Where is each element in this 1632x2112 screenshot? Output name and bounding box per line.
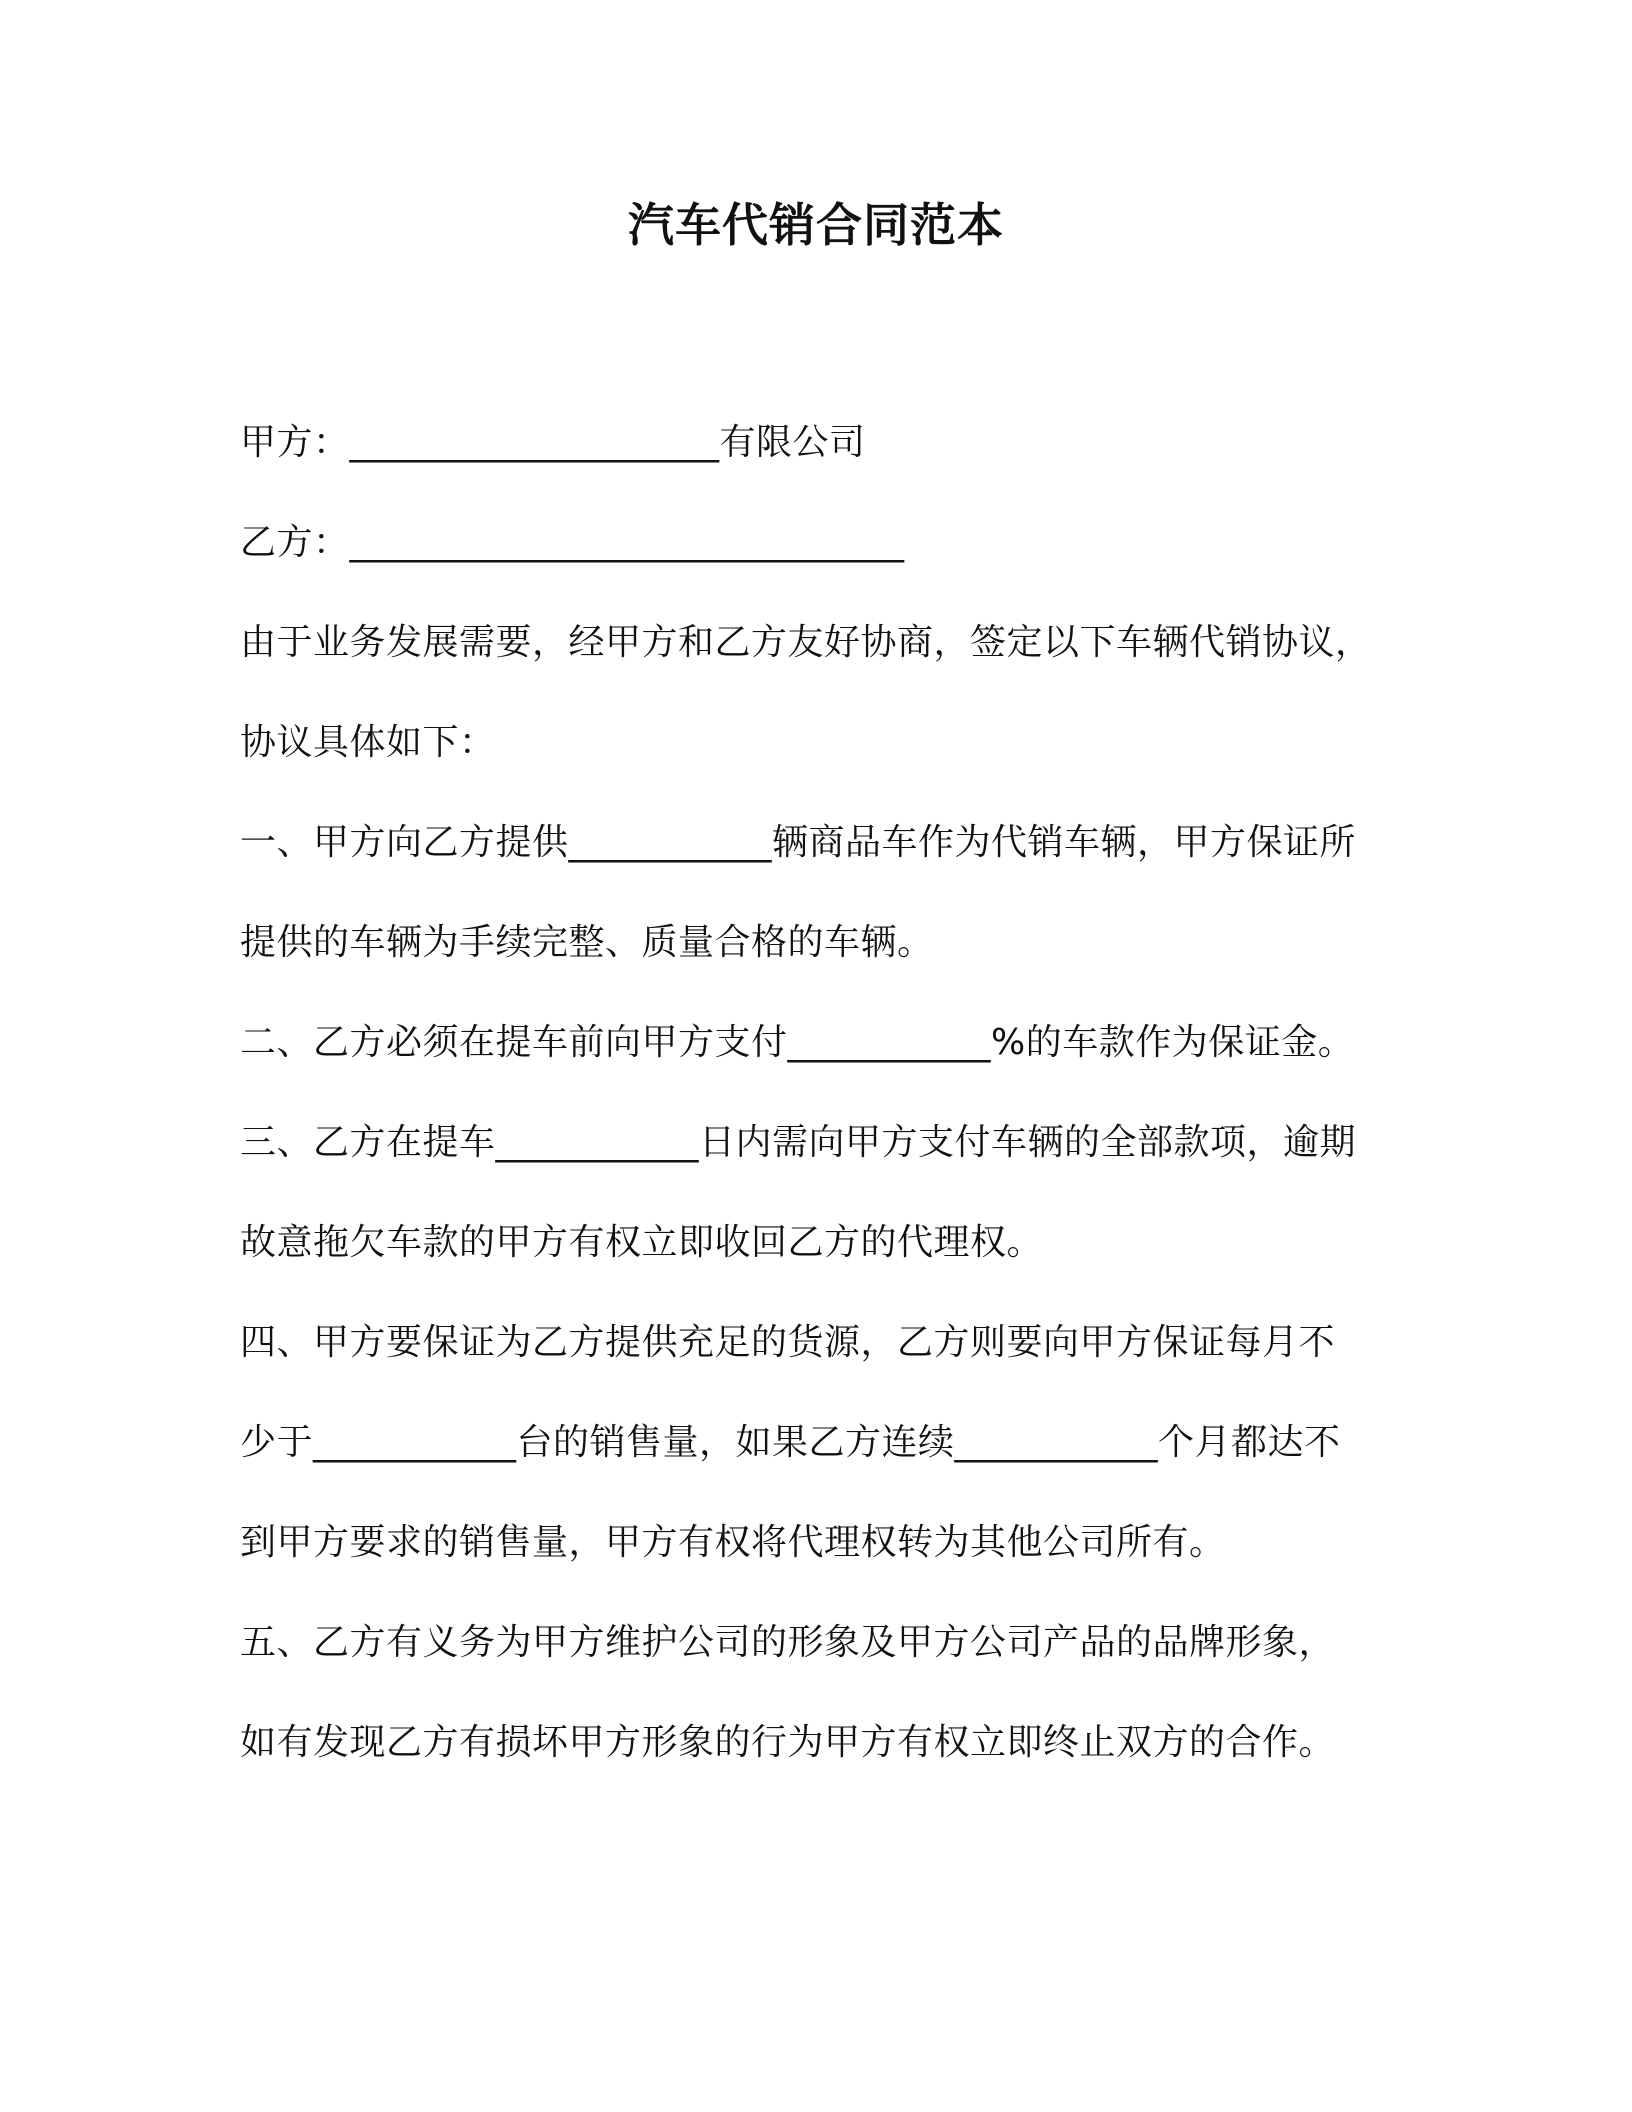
clause-4-line-3: 到甲方要求的销售量，甲方有权将代理权转为其他公司所有。 (240, 1522, 1226, 1563)
clause-1-line-2: 提供的车辆为手续完整、质量合格的车辆。 (240, 922, 934, 963)
clause-2-line-1: 二、乙方必须在提车前向甲方支付___________%的车款作为保证金。 (240, 1022, 1355, 1063)
clause-3-line-1: 三、乙方在提车___________日内需向甲方支付车辆的全部款项，逾期 (240, 1122, 1357, 1163)
party-a-line: 甲方：____________________有限公司 (240, 422, 866, 463)
intro-line-2: 协议具体如下： (240, 722, 496, 763)
clause-5-line-1: 五、乙方有义务为甲方维护公司的形象及甲方公司产品的品牌形象， (240, 1622, 1336, 1663)
clause-4-line-2: 少于___________台的销售量，如果乙方连续___________个月都达不 (240, 1422, 1341, 1463)
clause-1-line-1: 一、甲方向乙方提供___________辆商品车作为代销车辆，甲方保证所 (240, 822, 1357, 863)
intro-line-1: 由于业务发展需要，经甲方和乙方友好协商，签定以下车辆代销协议， (240, 622, 1372, 663)
clause-3-line-2: 故意拖欠车款的甲方有权立即收回乙方的代理权。 (240, 1222, 1044, 1263)
clause-5-line-2: 如有发现乙方有损坏甲方形象的行为甲方有权立即终止双方的合作。 (240, 1722, 1336, 1763)
party-b-line: 乙方：______________________________ (240, 522, 905, 563)
document-title: 汽车代销合同范本 (628, 198, 1004, 252)
clause-4-line-1: 四、甲方要保证为乙方提供充足的货源，乙方则要向甲方保证每月不 (240, 1322, 1336, 1363)
